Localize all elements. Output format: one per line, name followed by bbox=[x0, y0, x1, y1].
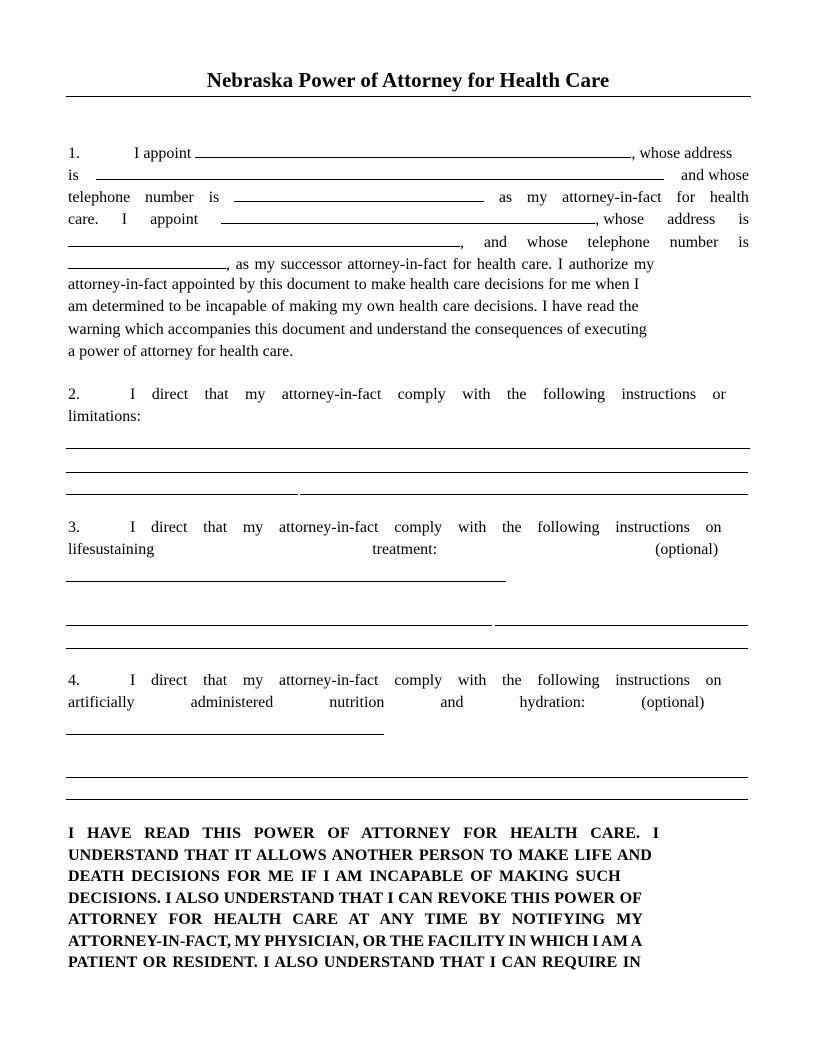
instructions-line-2[interactable] bbox=[66, 472, 748, 473]
attorney-address-field[interactable] bbox=[96, 163, 664, 180]
section3-line2: lifesustaining treatment: (optional) bbox=[68, 541, 719, 558]
section1-line8: am determined to be incapable of making my own health care decisions. I have read the bbox=[68, 298, 639, 315]
section4-line1: 4. I direct that my attorney-in-fact comply with the following instructions on bbox=[68, 670, 749, 692]
section2-number: 2. bbox=[68, 386, 80, 403]
instructions-line-3a[interactable] bbox=[66, 494, 298, 495]
section1-line3: telephone number is as my attorney-in-fact for health bbox=[68, 185, 749, 207]
acknowledgment-line-6: ATTORNEY-IN-FACT, MY PHYSICIAN, OR THE FACILITY IN WHICH I AM A bbox=[68, 933, 643, 950]
section1-line6: , as my successor attorney-in-fact for health care. I authorize my bbox=[68, 252, 749, 274]
section3-number: 3. bbox=[68, 519, 80, 536]
section1-line10: a power of attorney for health care. bbox=[68, 343, 294, 360]
acknowledgment-line-2: UNDERSTAND THAT IT ALLOWS ANOTHER PERSON TO MAKE LIFE AND bbox=[68, 847, 652, 864]
section1-line7: attorney-in-fact appointed by this document to make health care decisions for me when I bbox=[68, 276, 640, 293]
acknowledgment-line-5: ATTORNEY FOR HEALTH CARE AT ANY TIME BY NOTIFYING MY bbox=[68, 911, 644, 928]
section1-line2: is and whose bbox=[68, 163, 749, 185]
section4-line2: artificially administered nutrition and hydration: (optional) bbox=[68, 694, 705, 711]
acknowledgment-line-7: PATIENT OR RESIDENT. I ALSO UNDERSTAND THAT I CAN REQUIRE IN bbox=[68, 954, 641, 971]
section4-number: 4. bbox=[68, 672, 80, 689]
document-title: Nebraska Power of Attorney for Health Care bbox=[206, 68, 610, 92]
nutrition-line-2[interactable] bbox=[66, 777, 748, 778]
acknowledgment-line-1: I HAVE READ THIS POWER OF ATTORNEY FOR HEALTH CARE. I bbox=[68, 825, 660, 842]
lifesustaining-line-1[interactable] bbox=[66, 581, 506, 582]
acknowledgment-line-4: DECISIONS. I ALSO UNDERSTAND THAT I CAN REVOKE THIS POWER OF bbox=[68, 890, 642, 907]
instructions-line-3b[interactable] bbox=[300, 494, 748, 495]
lifesustaining-line-2b[interactable] bbox=[495, 625, 748, 626]
section1-line1: 1. I appoint , whose address bbox=[68, 141, 749, 163]
nutrition-line-3[interactable] bbox=[66, 799, 748, 800]
lifesustaining-line-2a[interactable] bbox=[66, 625, 492, 626]
lifesustaining-line-3[interactable] bbox=[66, 648, 748, 649]
title-underline bbox=[66, 96, 751, 97]
section1-number: 1. bbox=[68, 145, 80, 162]
section1-line5: , and whose telephone number is bbox=[68, 230, 749, 252]
section1-line9: warning which accompanies this document and understand the consequences of executing bbox=[68, 321, 647, 338]
acknowledgment-line-3: DEATH DECISIONS FOR ME IF I AM INCAPABLE OF MAKING SUCH bbox=[68, 868, 621, 885]
section1-line4: care. I appoint , whose address is bbox=[68, 207, 749, 229]
section3-line1: 3. I direct that my attorney-in-fact comply with the following instructions on bbox=[68, 517, 749, 539]
successor-phone-field[interactable] bbox=[68, 252, 226, 269]
successor-name-field[interactable] bbox=[221, 207, 595, 224]
section2-line2: limitations: bbox=[68, 408, 141, 425]
section2-line1: 2. I direct that my attorney-in-fact comply with the following instructions or bbox=[68, 384, 749, 406]
nutrition-line-1[interactable] bbox=[66, 734, 384, 735]
instructions-line-1[interactable] bbox=[66, 448, 750, 449]
attorney-phone-field[interactable] bbox=[234, 185, 484, 202]
successor-address-field[interactable] bbox=[68, 230, 460, 247]
attorney-name-field[interactable] bbox=[195, 141, 631, 158]
